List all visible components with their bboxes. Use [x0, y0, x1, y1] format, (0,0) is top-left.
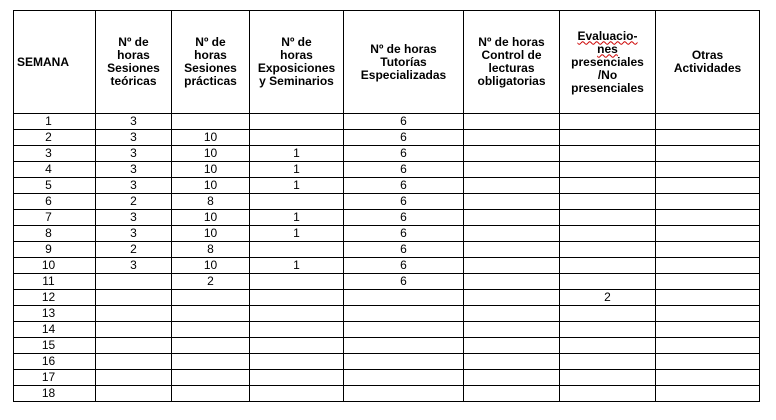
cell-sesiones-practicas [172, 306, 250, 322]
cell-exposiciones [250, 386, 344, 402]
cell-otras-actividades [656, 226, 760, 242]
cell-sesiones-practicas: 10 [172, 210, 250, 226]
cell-semana [14, 322, 96, 338]
cell-semana [14, 242, 96, 258]
cell-tutorias: 6 [344, 162, 464, 178]
cell-semana [14, 274, 96, 290]
cell-control-lecturas [464, 338, 560, 354]
cell-sesiones-practicas: 2 [172, 274, 250, 290]
cell-sesiones-teoricas: 2 [96, 242, 172, 258]
cell-semana [14, 194, 96, 210]
cell-exposiciones [250, 194, 344, 210]
cell-control-lecturas [464, 306, 560, 322]
cell-control-lecturas [464, 178, 560, 194]
week-number: 3 [45, 146, 52, 160]
header-semana: SEMANA [14, 11, 96, 114]
cell-sesiones-practicas [172, 354, 250, 370]
cell-sesiones-teoricas [96, 306, 172, 322]
cell-exposiciones [250, 290, 344, 306]
cell-control-lecturas [464, 242, 560, 258]
table-row [14, 194, 760, 210]
cell-evaluaciones [560, 162, 656, 178]
cell-evaluaciones: 2 [560, 290, 656, 306]
cell-control-lecturas [464, 210, 560, 226]
cell-evaluaciones [560, 354, 656, 370]
cell-evaluaciones [560, 146, 656, 162]
cell-tutorias: 6 [344, 210, 464, 226]
week-number: 15 [41, 338, 56, 352]
cell-tutorias: 6 [344, 258, 464, 274]
table-row [14, 290, 760, 306]
cell-otras-actividades [656, 370, 760, 386]
schedule-table [13, 10, 760, 402]
cell-semana [14, 210, 96, 226]
cell-otras-actividades [656, 290, 760, 306]
cell-exposiciones: 1 [250, 210, 344, 226]
cell-evaluaciones [560, 370, 656, 386]
table-row [14, 242, 760, 258]
cell-semana [14, 114, 96, 130]
cell-control-lecturas [464, 386, 560, 402]
week-number: 14 [41, 322, 56, 336]
cell-sesiones-practicas [172, 370, 250, 386]
cell-tutorias [344, 386, 464, 402]
week-number: 9 [45, 242, 52, 256]
cell-tutorias [344, 306, 464, 322]
cell-sesiones-practicas: 10 [172, 258, 250, 274]
cell-sesiones-teoricas: 3 [96, 258, 172, 274]
header-tutorias: Nº de horas Tutorías Especializadas [344, 11, 464, 114]
cell-otras-actividades [656, 274, 760, 290]
table-row [14, 226, 760, 242]
cell-semana [14, 258, 96, 274]
cell-otras-actividades [656, 258, 760, 274]
cell-otras-actividades [656, 146, 760, 162]
cell-otras-actividades [656, 354, 760, 370]
week-number: 18 [41, 386, 56, 400]
table-row [14, 386, 760, 402]
header-evaluaciones: Evaluacio- nes presenciales /No presenciales [560, 11, 656, 114]
cell-evaluaciones [560, 114, 656, 130]
cell-semana [14, 162, 96, 178]
cell-tutorias [344, 354, 464, 370]
cell-exposiciones [250, 322, 344, 338]
cell-semana [14, 146, 96, 162]
week-number: 4 [45, 162, 52, 176]
cell-tutorias [344, 322, 464, 338]
cell-evaluaciones [560, 178, 656, 194]
week-number: 6 [45, 194, 52, 208]
cell-otras-actividades [656, 162, 760, 178]
cell-otras-actividades [656, 242, 760, 258]
cell-tutorias [344, 290, 464, 306]
cell-evaluaciones [560, 242, 656, 258]
cell-exposiciones [250, 274, 344, 290]
cell-tutorias: 6 [344, 242, 464, 258]
cell-tutorias: 6 [344, 130, 464, 146]
schedule-table-wrapper [13, 10, 760, 402]
cell-semana [14, 306, 96, 322]
table-row [14, 370, 760, 386]
cell-exposiciones [250, 114, 344, 130]
table-row [14, 130, 760, 146]
cell-evaluaciones [560, 226, 656, 242]
table-row [14, 210, 760, 226]
week-number: 11 [42, 274, 55, 288]
cell-otras-actividades [656, 178, 760, 194]
cell-otras-actividades [656, 130, 760, 146]
cell-semana [14, 178, 96, 194]
cell-control-lecturas [464, 258, 560, 274]
cell-exposiciones [250, 130, 344, 146]
cell-evaluaciones [560, 322, 656, 338]
cell-evaluaciones [560, 210, 656, 226]
cell-sesiones-teoricas [96, 354, 172, 370]
cell-otras-actividades [656, 114, 760, 130]
cell-control-lecturas [464, 162, 560, 178]
header-otras-actividades: Otras Actividades [656, 11, 760, 114]
cell-sesiones-teoricas: 3 [96, 130, 172, 146]
week-number: 1 [45, 114, 52, 128]
table-row [14, 178, 760, 194]
header-sesiones-practicas: Nº de horas Sesiones prácticas [172, 11, 250, 114]
cell-evaluaciones [560, 194, 656, 210]
cell-sesiones-teoricas [96, 274, 172, 290]
cell-sesiones-teoricas: 3 [96, 178, 172, 194]
cell-control-lecturas [464, 146, 560, 162]
cell-tutorias: 6 [344, 194, 464, 210]
cell-exposiciones [250, 338, 344, 354]
cell-exposiciones [250, 354, 344, 370]
cell-sesiones-practicas: 10 [172, 178, 250, 194]
cell-semana [14, 386, 96, 402]
cell-evaluaciones [560, 338, 656, 354]
cell-otras-actividades [656, 322, 760, 338]
cell-exposiciones: 1 [250, 162, 344, 178]
cell-evaluaciones [560, 258, 656, 274]
cell-control-lecturas [464, 226, 560, 242]
cell-tutorias [344, 370, 464, 386]
table-body [14, 114, 760, 402]
cell-evaluaciones [560, 274, 656, 290]
cell-sesiones-teoricas: 3 [96, 162, 172, 178]
header-sesiones-teoricas: Nº de horas Sesiones teóricas [96, 11, 172, 114]
table-row [14, 322, 760, 338]
week-number: 5 [45, 178, 52, 192]
cell-sesiones-teoricas: 3 [96, 114, 172, 130]
cell-sesiones-teoricas [96, 322, 172, 338]
cell-tutorias: 6 [344, 274, 464, 290]
week-number: 2 [45, 130, 52, 144]
week-number: 7 [45, 210, 52, 224]
week-number: 8 [45, 226, 52, 240]
week-number: 10 [41, 258, 56, 272]
cell-control-lecturas [464, 290, 560, 306]
cell-sesiones-teoricas [96, 338, 172, 354]
cell-sesiones-practicas [172, 114, 250, 130]
table-row [14, 162, 760, 178]
cell-semana [14, 354, 96, 370]
cell-sesiones-practicas: 8 [172, 242, 250, 258]
cell-otras-actividades [656, 194, 760, 210]
cell-control-lecturas [464, 322, 560, 338]
header-row [14, 11, 760, 114]
week-number: 17 [41, 370, 56, 384]
cell-exposiciones: 1 [250, 258, 344, 274]
cell-tutorias: 6 [344, 226, 464, 242]
cell-tutorias: 6 [344, 114, 464, 130]
cell-sesiones-teoricas: 2 [96, 194, 172, 210]
cell-control-lecturas [464, 114, 560, 130]
cell-evaluaciones [560, 130, 656, 146]
table-row [14, 354, 760, 370]
cell-tutorias [344, 338, 464, 354]
cell-control-lecturas [464, 354, 560, 370]
cell-sesiones-practicas: 10 [172, 130, 250, 146]
cell-exposiciones [250, 306, 344, 322]
table-row [14, 274, 760, 290]
cell-evaluaciones [560, 306, 656, 322]
header-control-lecturas: Nº de horas Control de lecturas obligatorias [464, 11, 560, 114]
table-row [14, 258, 760, 274]
cell-control-lecturas [464, 370, 560, 386]
cell-sesiones-teoricas: 3 [96, 210, 172, 226]
cell-sesiones-practicas [172, 290, 250, 306]
cell-evaluaciones [560, 386, 656, 402]
cell-otras-actividades [656, 306, 760, 322]
table-row [14, 338, 760, 354]
cell-semana [14, 226, 96, 242]
cell-semana [14, 130, 96, 146]
cell-sesiones-practicas [172, 322, 250, 338]
cell-exposiciones: 1 [250, 146, 344, 162]
cell-sesiones-practicas [172, 338, 250, 354]
cell-otras-actividades [656, 210, 760, 226]
cell-control-lecturas [464, 194, 560, 210]
cell-sesiones-practicas: 8 [172, 194, 250, 210]
cell-sesiones-practicas: 10 [172, 162, 250, 178]
cell-semana [14, 370, 96, 386]
cell-sesiones-teoricas [96, 370, 172, 386]
cell-tutorias: 6 [344, 146, 464, 162]
cell-exposiciones [250, 370, 344, 386]
cell-exposiciones [250, 242, 344, 258]
cell-control-lecturas [464, 274, 560, 290]
week-number: 16 [41, 354, 56, 368]
cell-exposiciones: 1 [250, 178, 344, 194]
cell-sesiones-practicas: 10 [172, 146, 250, 162]
cell-sesiones-teoricas: 3 [96, 226, 172, 242]
cell-otras-actividades [656, 338, 760, 354]
week-number: 13 [41, 306, 56, 320]
cell-tutorias: 6 [344, 178, 464, 194]
cell-semana [14, 290, 96, 306]
cell-exposiciones: 1 [250, 226, 344, 242]
table-row [14, 114, 760, 130]
cell-sesiones-practicas: 10 [172, 226, 250, 242]
cell-semana [14, 338, 96, 354]
cell-sesiones-teoricas: 3 [96, 146, 172, 162]
cell-otras-actividades [656, 386, 760, 402]
week-number: 12 [41, 290, 56, 304]
table-row [14, 306, 760, 322]
table-row [14, 146, 760, 162]
cell-control-lecturas [464, 130, 560, 146]
header-exposiciones-seminarios: Nº de horas Exposiciones y Seminarios [250, 11, 344, 114]
cell-sesiones-teoricas [96, 386, 172, 402]
cell-sesiones-teoricas [96, 290, 172, 306]
cell-sesiones-practicas [172, 386, 250, 402]
